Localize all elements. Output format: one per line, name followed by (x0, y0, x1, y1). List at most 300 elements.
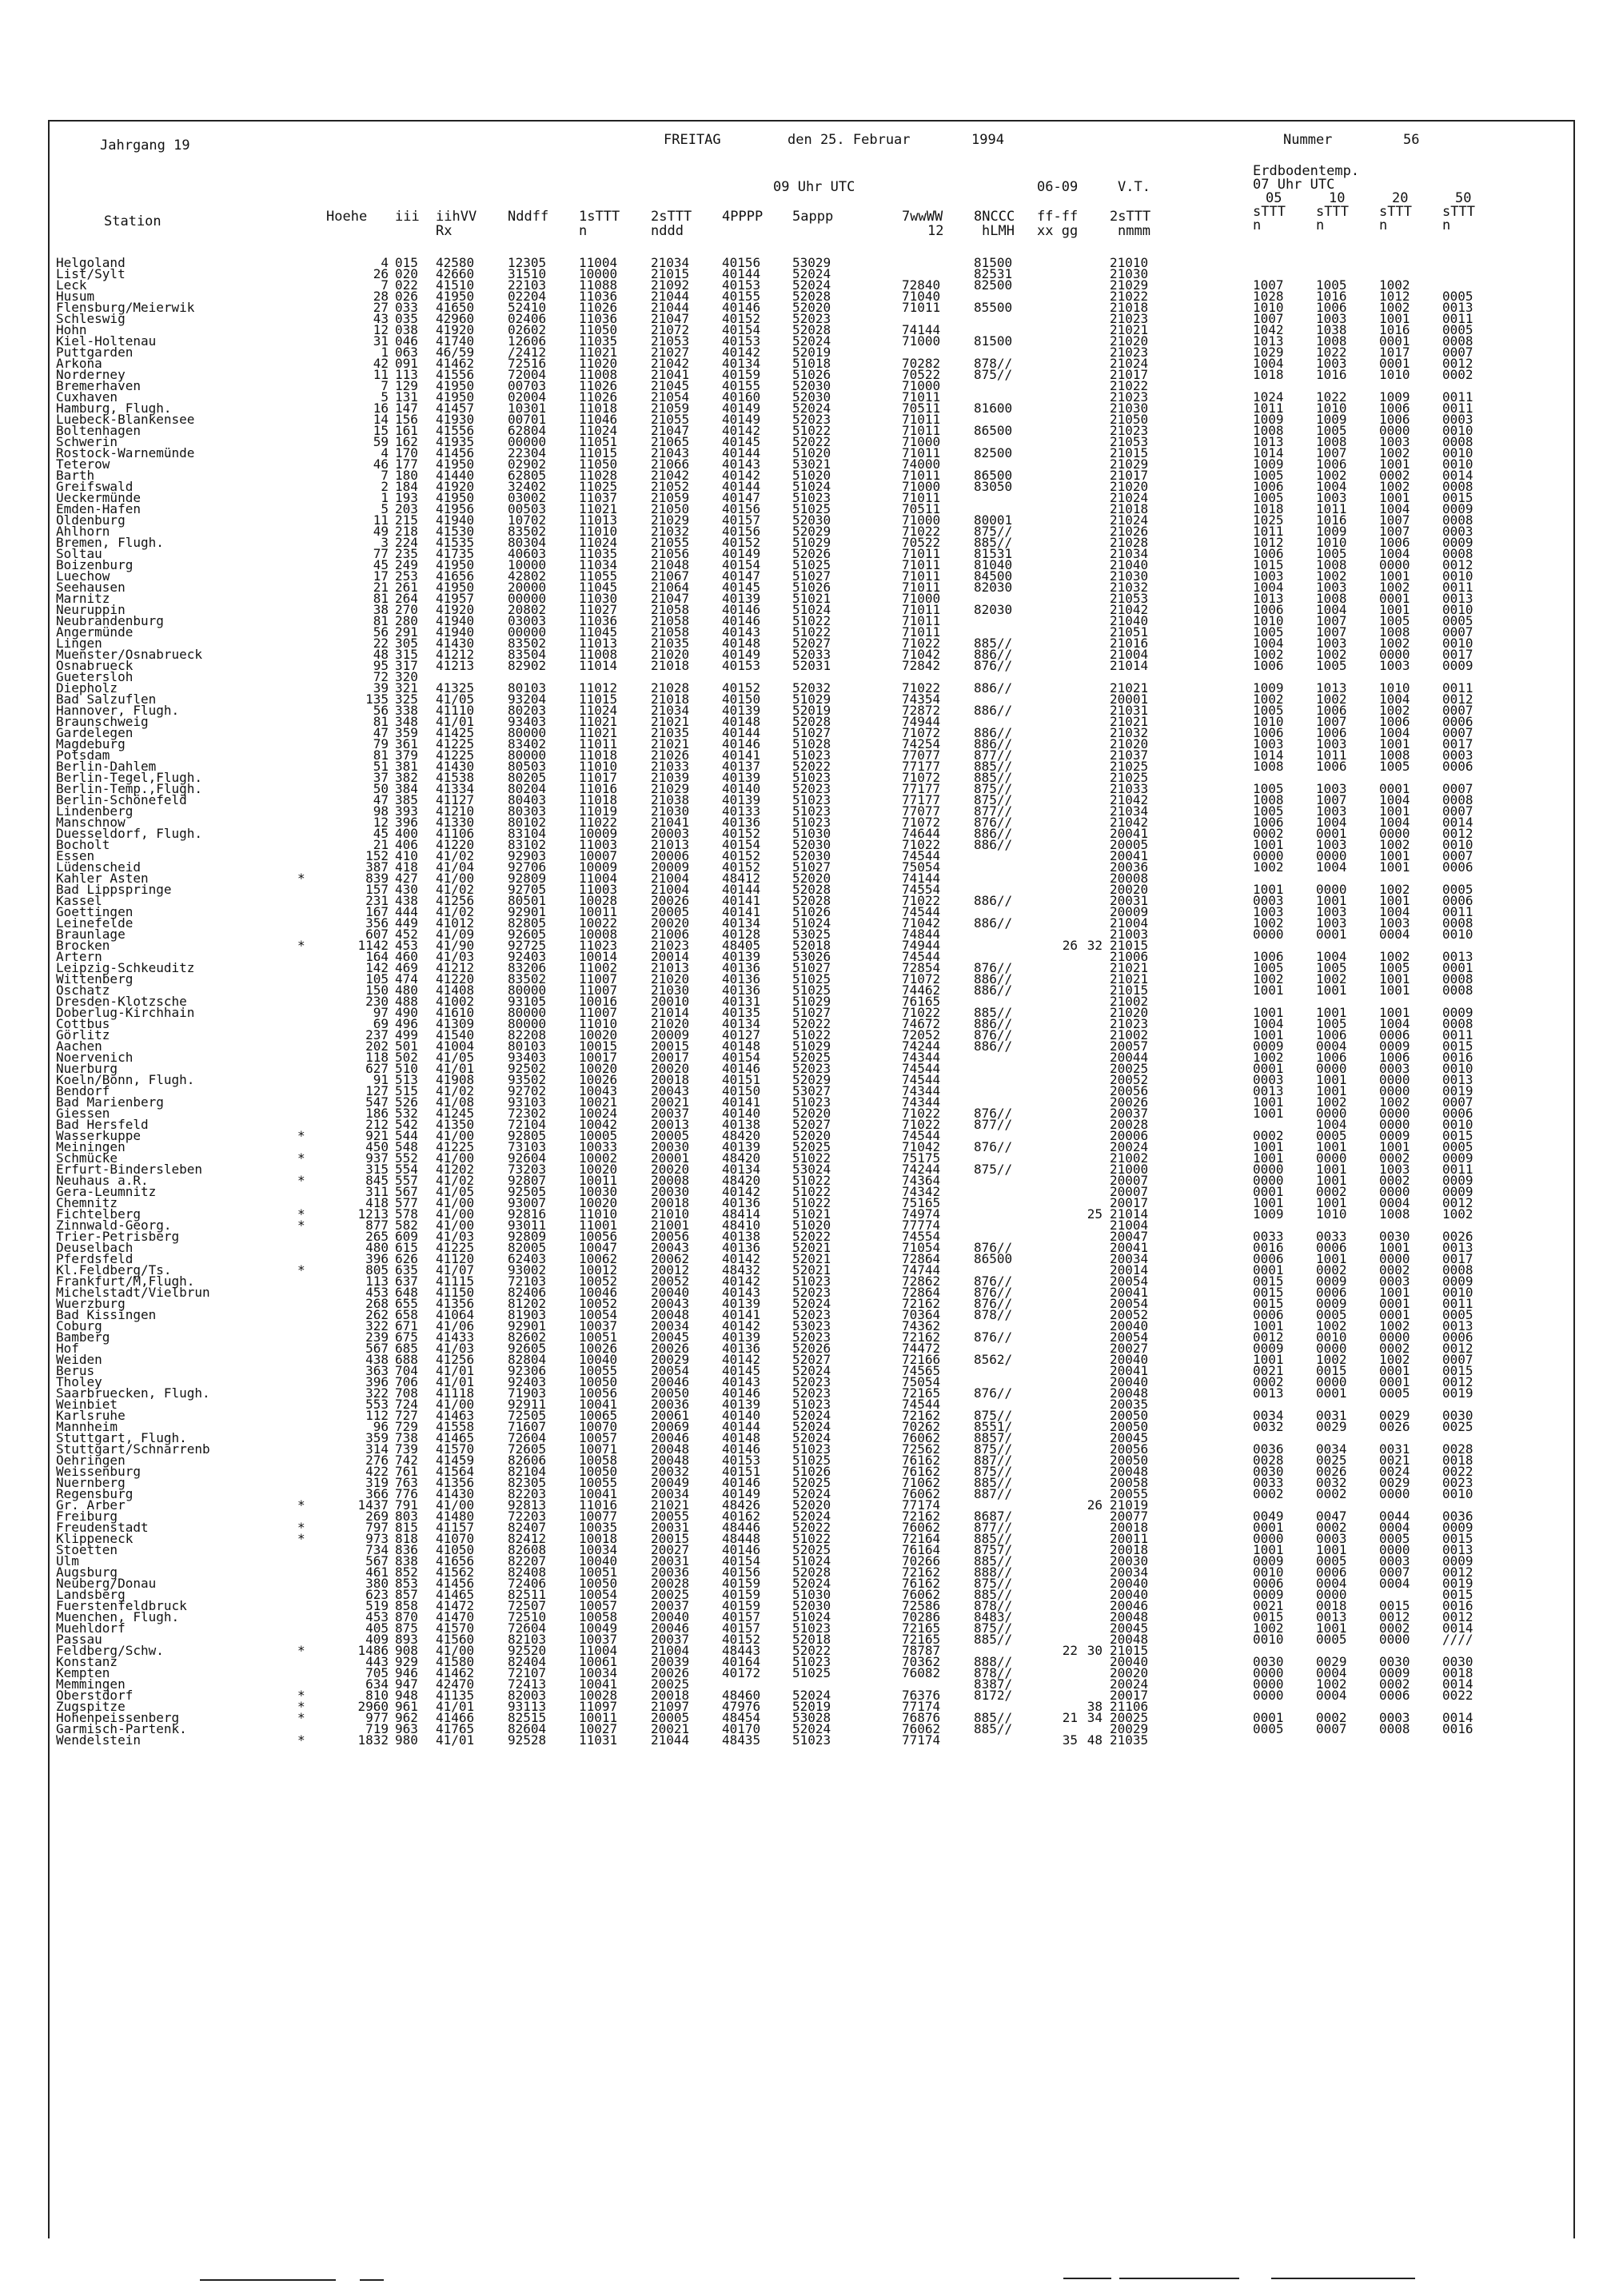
temp-2: 20037 (651, 1632, 690, 1647)
clouds: 888// (974, 1654, 1013, 1669)
iihvv: 41950 (436, 557, 475, 572)
soil-temp: 0005 (1316, 1553, 1347, 1569)
weather: 71062 (902, 1475, 941, 1490)
station-id: 427 (395, 871, 418, 886)
iihvv: 41457 (436, 401, 475, 416)
clouds: 885// (974, 770, 1013, 785)
tendency: 51023 (792, 1094, 831, 1110)
temp-vt: 21023 (1110, 311, 1149, 326)
weather: 72864 (902, 1251, 941, 1266)
station-name: Muehldorf (56, 1620, 126, 1636)
clouds: 886// (974, 893, 1013, 908)
tendency: 51029 (792, 535, 831, 550)
iihvv: 41/02 (436, 904, 475, 919)
soil-temp: 1001 (1253, 1094, 1284, 1110)
station-name: Duesseldorf, Flugh. (56, 826, 203, 841)
clouds: 885// (974, 1005, 1013, 1020)
tendency: 52020 (792, 1106, 831, 1121)
station-id: 852 (395, 1565, 418, 1580)
temp-1: 10028 (579, 1688, 618, 1703)
weather: 71011 (902, 557, 941, 572)
col-soil-sub-1: n (1253, 217, 1262, 233)
weather: 71000 (902, 333, 941, 349)
pressure: 40162 (722, 1509, 761, 1524)
soil-temp: 1011 (1316, 501, 1347, 516)
temp-vt: 21021 (1110, 714, 1149, 729)
iihvv: 41/03 (436, 949, 475, 964)
soil-temp: 1001 (1379, 1285, 1410, 1300)
soil-temp: 1003 (1316, 781, 1347, 796)
col-tt-sub: nmmm (1118, 223, 1150, 239)
station-name: Potsdam (56, 747, 110, 763)
soil-temp: 1016 (1316, 289, 1347, 304)
soil-temp: 1002 (1316, 1318, 1347, 1333)
iihvv: 41220 (436, 971, 475, 987)
soil-temp: 0010 (1442, 837, 1473, 852)
soil-temp: 0015 (1442, 1038, 1473, 1054)
station-name: Goettingen (56, 904, 134, 919)
tendency: 51022 (792, 613, 831, 628)
station-id: 803 (395, 1509, 418, 1524)
temp-2: 21055 (651, 412, 690, 427)
soil-temp: 0026 (1316, 1464, 1347, 1479)
temp-vt: 21002 (1110, 994, 1149, 1009)
soil-temp: 0000 (1253, 848, 1284, 863)
soil-temp: 1002 (1316, 1676, 1347, 1692)
tendency: 52030 (792, 389, 831, 405)
gust-2: 48 (1087, 1732, 1103, 1748)
station-id: 320 (395, 669, 418, 684)
station-id: 729 (395, 1419, 418, 1434)
iihvv: 41656 (436, 568, 475, 584)
soil-temp: 0018 (1442, 1665, 1473, 1680)
tendency: 52023 (792, 1285, 831, 1300)
temp-vt: 21018 (1110, 501, 1149, 516)
soil-temp: 1008 (1379, 624, 1410, 640)
iihvv: 41050 (436, 1542, 475, 1557)
iihvv: 41256 (436, 1352, 475, 1367)
iihvv: 46/59 (436, 345, 475, 360)
soil-temp: 0018 (1442, 1453, 1473, 1468)
pressure: 40164 (722, 1654, 761, 1669)
soil-temp: 0015 (1253, 1609, 1284, 1624)
soil-temp: 0016 (1442, 1598, 1473, 1613)
station-id: 315 (395, 647, 418, 662)
temp-2: 21020 (651, 647, 690, 662)
pressure: 40141 (722, 893, 761, 908)
station-id: 870 (395, 1609, 418, 1624)
station-height: 1 (381, 490, 389, 505)
temp-2: 21041 (651, 367, 690, 382)
temp-1: 11036 (579, 613, 618, 628)
clouds: 875// (974, 792, 1013, 807)
soil-temp: 1009 (1316, 524, 1347, 539)
temp-1: 11001 (579, 1218, 618, 1233)
temp-2: 21044 (651, 300, 690, 315)
temp-2: 21013 (651, 837, 690, 852)
soil-temp: 1010 (1316, 401, 1347, 416)
soil-temp: 0008 (1442, 434, 1473, 449)
soil-temp: 1018 (1253, 367, 1284, 382)
iihvv: 41570 (436, 1620, 475, 1636)
clouds: 86500 (974, 1251, 1013, 1266)
soil-temp: 0030 (1379, 1654, 1410, 1669)
pressure: 48414 (722, 1206, 761, 1222)
tendency: 52024 (792, 1363, 831, 1378)
station-id: 091 (395, 356, 418, 371)
clouds: 886// (974, 1038, 1013, 1054)
iihvv: 42470 (436, 1676, 475, 1692)
clouds: 885// (974, 535, 1013, 550)
soil-temp: 0009 (1442, 501, 1473, 516)
soil-temp: 1013 (1253, 591, 1284, 606)
nddff: 93103 (508, 1094, 547, 1110)
station-name: Weiden (56, 1352, 102, 1367)
soil-temp: 1002 (1316, 468, 1347, 483)
temp-2: 20021 (651, 1094, 690, 1110)
station-height: 719 (365, 1721, 389, 1736)
temp-vt: 20024 (1110, 1676, 1149, 1692)
soil-temp: 0008 (1442, 512, 1473, 528)
soil-temp: 0007 (1442, 1352, 1473, 1367)
temp-1: 11024 (579, 423, 618, 438)
tendency: 52018 (792, 1632, 831, 1647)
station-height: 396 (365, 1374, 389, 1389)
station-name: Weinbiet (56, 1397, 118, 1412)
nddff: 71607 (508, 1419, 547, 1434)
soil-temp: 0008 (1442, 479, 1473, 494)
tendency: 51025 (792, 983, 831, 998)
temp-2: 20018 (651, 1688, 690, 1703)
soil-temp: 1006 (1316, 456, 1347, 472)
station-id: 170 (395, 445, 418, 460)
nddff: 82902 (508, 658, 547, 673)
station-id: 578 (395, 1206, 418, 1222)
soil-temp: 0029 (1316, 1419, 1347, 1434)
iihvv: 41564 (436, 1464, 475, 1479)
weather: 77177 (902, 759, 941, 774)
table-row (0, 1732, 1503, 1748)
station-id: 147 (395, 401, 418, 416)
nddff: 82305 (508, 1475, 547, 1490)
station-height: 164 (365, 949, 389, 964)
soil-temp: 1002 (1379, 1318, 1410, 1333)
soil-temp: 1005 (1316, 658, 1347, 673)
temp-2: 20061 (651, 1408, 690, 1423)
station-name: Stuttgart/Schnarrenb (56, 1441, 210, 1457)
soil-temp: 0030 (1442, 1654, 1473, 1669)
temp-vt: 21014 (1110, 1206, 1149, 1222)
station-height: 79 (373, 736, 389, 751)
iihvv: 41356 (436, 1475, 475, 1490)
soil-temp: 0009 (1253, 1038, 1284, 1054)
soil-temp: 1010 (1316, 1206, 1347, 1222)
temp-2: 20040 (651, 1609, 690, 1624)
pressure: 40148 (722, 1430, 761, 1445)
station-height: 547 (365, 1094, 389, 1110)
station-name: Brocken (56, 938, 110, 953)
tendency: 53029 (792, 255, 831, 270)
station-id: 582 (395, 1218, 418, 1233)
nddff: 80501 (508, 893, 547, 908)
soil-temp: 1006 (1253, 949, 1284, 964)
weather: 74554 (902, 1229, 941, 1244)
temp-vt: 21000 (1110, 1162, 1149, 1177)
tendency: 51027 (792, 725, 831, 740)
tendency: 51024 (792, 915, 831, 931)
temp-2: 21053 (651, 333, 690, 349)
soil-temp: 0010 (1442, 1117, 1473, 1132)
nddff: 82003 (508, 1688, 547, 1703)
temp-2: 21015 (651, 266, 690, 281)
temp-2: 21035 (651, 636, 690, 651)
tendency: 52018 (792, 938, 831, 953)
tendency: 52020 (792, 1128, 831, 1143)
weather: 74144 (902, 871, 941, 886)
soil-temp: 1024 (1253, 389, 1284, 405)
temp-vt: 20040 (1110, 1587, 1149, 1602)
nddff: 82608 (508, 1542, 547, 1557)
nddff: 92901 (508, 904, 547, 919)
soil-temp: 0010 (1442, 456, 1473, 472)
temp-1: 11024 (579, 535, 618, 550)
temp-1: 11010 (579, 1206, 618, 1222)
tendency: 52028 (792, 893, 831, 908)
temp-2: 21042 (651, 356, 690, 371)
soil-temp: 0007 (1442, 345, 1473, 360)
nddff: 02406 (508, 311, 547, 326)
weather: 74974 (902, 1206, 941, 1222)
station-name: Fichtelberg (56, 1206, 141, 1222)
soil-temp: 0000 (1316, 1374, 1347, 1389)
iihvv: 41245 (436, 1106, 475, 1121)
weather: 71022 (902, 893, 941, 908)
temp-vt: 21033 (1110, 781, 1149, 796)
temp-1: 11012 (579, 680, 618, 696)
soil-temp: 1004 (1316, 949, 1347, 964)
soil-temp: 0006 (1253, 1307, 1284, 1322)
soil-temp: 0001 (1316, 826, 1347, 841)
station-id: 348 (395, 714, 418, 729)
weather: 76376 (902, 1688, 941, 1703)
soil-depth-10: 10 (1329, 190, 1346, 206)
temp-vt: 21020 (1110, 1005, 1149, 1020)
soil-temp: 0032 (1253, 1419, 1284, 1434)
soil-temp: 0014 (1442, 815, 1473, 830)
soil-temp: 1002 (1253, 971, 1284, 987)
station-id: 738 (395, 1430, 418, 1445)
clouds: 86500 (974, 423, 1013, 438)
weather: 77174 (902, 1699, 941, 1714)
temp-1: 11021 (579, 345, 618, 360)
temp-1: 11014 (579, 658, 618, 673)
soil-temp: 0003 (1253, 1072, 1284, 1087)
station-id: 648 (395, 1285, 418, 1300)
soil-temp: 0031 (1379, 1441, 1410, 1457)
weather: 70266 (902, 1553, 941, 1569)
iihvv: 41920 (436, 479, 475, 494)
station-id: 379 (395, 747, 418, 763)
weather: 72164 (902, 1531, 941, 1546)
soil-temp: 1001 (1253, 1027, 1284, 1042)
nddff: 82407 (508, 1520, 547, 1535)
soil-temp: 0003 (1379, 1710, 1410, 1725)
station-id: 706 (395, 1374, 418, 1389)
temp-1: 11024 (579, 703, 618, 718)
station-id: 063 (395, 345, 418, 360)
temp-2: 21013 (651, 960, 690, 975)
pressure: 40154 (722, 322, 761, 337)
temp-vt: 20014 (1110, 1262, 1149, 1278)
station-height: 56 (373, 624, 389, 640)
temp-2: 20021 (651, 1721, 690, 1736)
station-id: 962 (395, 1710, 418, 1725)
weather: 72162 (902, 1509, 941, 1524)
station-id: 685 (395, 1341, 418, 1356)
tendency: 51025 (792, 1453, 831, 1468)
soil-temp: 0024 (1379, 1464, 1410, 1479)
tendency: 51027 (792, 960, 831, 975)
station-name: Regensburg (56, 1486, 134, 1501)
soil-temp: 0007 (1442, 781, 1473, 796)
soil-temp: 1006 (1316, 300, 1347, 315)
soil-temp: 0008 (1442, 333, 1473, 349)
temp-vt: 20030 (1110, 1553, 1149, 1569)
soil-temp: 1005 (1316, 1016, 1347, 1031)
station-name: Bad Lippspringe (56, 882, 172, 897)
iihvv: 41510 (436, 277, 475, 293)
temp-1: 10020 (579, 1162, 618, 1177)
soil-temp: 0000 (1316, 1061, 1347, 1076)
clouds: 82030 (974, 602, 1013, 617)
soil-temp: 1008 (1316, 333, 1347, 349)
nddff: 92604 (508, 1150, 547, 1166)
station-name: Giessen (56, 1106, 110, 1121)
soil-temp: 0022 (1442, 1464, 1473, 1479)
station-height: 47 (373, 792, 389, 807)
tendency: 51023 (792, 747, 831, 763)
temp-vt: 21053 (1110, 591, 1149, 606)
weather: 76062 (902, 1520, 941, 1535)
station-id: 264 (395, 591, 418, 606)
soil-temp: 0011 (1442, 680, 1473, 696)
soil-temp: 0011 (1442, 1296, 1473, 1311)
station-name: Gr. Arber (56, 1497, 126, 1513)
temp-vt: 21016 (1110, 636, 1149, 651)
soil-temp: 1014 (1253, 747, 1284, 763)
temp-1: 11026 (579, 378, 618, 393)
station-height: 39 (373, 680, 389, 696)
temp-1: 11050 (579, 322, 618, 337)
weather: 74354 (902, 692, 941, 707)
iihvv: 41350 (436, 1117, 475, 1132)
weather: 74254 (902, 736, 941, 751)
station-name: Koeln/Bonn, Flugh. (56, 1072, 195, 1087)
pressure: 40145 (722, 434, 761, 449)
station-id: 280 (395, 613, 418, 628)
soil-temp: 1002 (1379, 479, 1410, 494)
temp-1: 11028 (579, 468, 618, 483)
temp-2: 20030 (651, 1184, 690, 1199)
soil-temp: 1006 (1253, 815, 1284, 830)
tendency: 52030 (792, 848, 831, 863)
iihvv: 41106 (436, 826, 475, 841)
weather: 74244 (902, 1038, 941, 1054)
clouds: 81040 (974, 557, 1013, 572)
weather: 70511 (902, 501, 941, 516)
clouds: 878// (974, 1665, 1013, 1680)
soil-temp: 1005 (1316, 423, 1347, 438)
station-height: 38 (373, 602, 389, 617)
nddff: 00503 (508, 501, 547, 516)
station-height: 81 (373, 591, 389, 606)
soil-temp: 1007 (1316, 792, 1347, 807)
station-name: Muenster/Osnabrueck (56, 647, 203, 662)
soil-temp: 1013 (1253, 333, 1284, 349)
temp-vt: 21035 (1110, 1732, 1149, 1748)
clouds: 875// (974, 1576, 1013, 1591)
temp-1: 10057 (579, 1598, 618, 1613)
col-soil-3: sTTT (1379, 204, 1412, 220)
soil-temp: 0000 (1379, 1117, 1410, 1132)
temp-2: 21047 (651, 423, 690, 438)
pressure: 40159 (722, 1587, 761, 1602)
station-name: Klippeneck (56, 1531, 134, 1546)
soil-temp: 1001 (1379, 971, 1410, 987)
soil-temp: 0001 (1316, 1385, 1347, 1401)
station-height: 627 (365, 1061, 389, 1076)
station-id: 552 (395, 1150, 418, 1166)
station-height: 438 (365, 1352, 389, 1367)
tendency: 52023 (792, 412, 831, 427)
iihvv: 41135 (436, 1688, 475, 1703)
pressure: 40146 (722, 602, 761, 617)
tendency: 51030 (792, 1587, 831, 1602)
iihvv: 41466 (436, 1710, 475, 1725)
soil-temp: 1002 (1379, 882, 1410, 897)
weather: 74462 (902, 983, 941, 998)
soil-temp: 1001 (1316, 1139, 1347, 1154)
col-soil-1: sTTT (1253, 204, 1286, 220)
pressure: 48443 (722, 1643, 761, 1658)
temp-2: 20030 (651, 1139, 690, 1154)
soil-temp: 1004 (1379, 815, 1410, 830)
soil-temp: 1001 (1253, 983, 1284, 998)
station-id: 321 (395, 680, 418, 696)
temp-vt: 21030 (1110, 568, 1149, 584)
temp-2: 21072 (651, 322, 690, 337)
soil-temp: 0002 (1253, 1486, 1284, 1501)
iihvv: 41440 (436, 468, 475, 483)
station-name: Frankfurt/M,Flugh. (56, 1274, 195, 1289)
soil-temp: 0000 (1253, 1688, 1284, 1703)
temp-2: 20026 (651, 1665, 690, 1680)
weather: 70511 (902, 401, 941, 416)
station-height: 265 (365, 1229, 389, 1244)
station-id: 235 (395, 546, 418, 561)
iihvv: 41309 (436, 1016, 475, 1031)
weather: 72854 (902, 960, 941, 975)
pressure: 40143 (722, 456, 761, 472)
station-name: Mannheim (56, 1419, 118, 1434)
temp-vt: 20041 (1110, 1363, 1149, 1378)
pressure: 40152 (722, 680, 761, 696)
station-name: Schmücke (56, 1150, 118, 1166)
nddff: 82103 (508, 1632, 547, 1647)
soil-temp: 1002 (1253, 692, 1284, 707)
station-id: 384 (395, 781, 418, 796)
temp-2: 21052 (651, 479, 690, 494)
